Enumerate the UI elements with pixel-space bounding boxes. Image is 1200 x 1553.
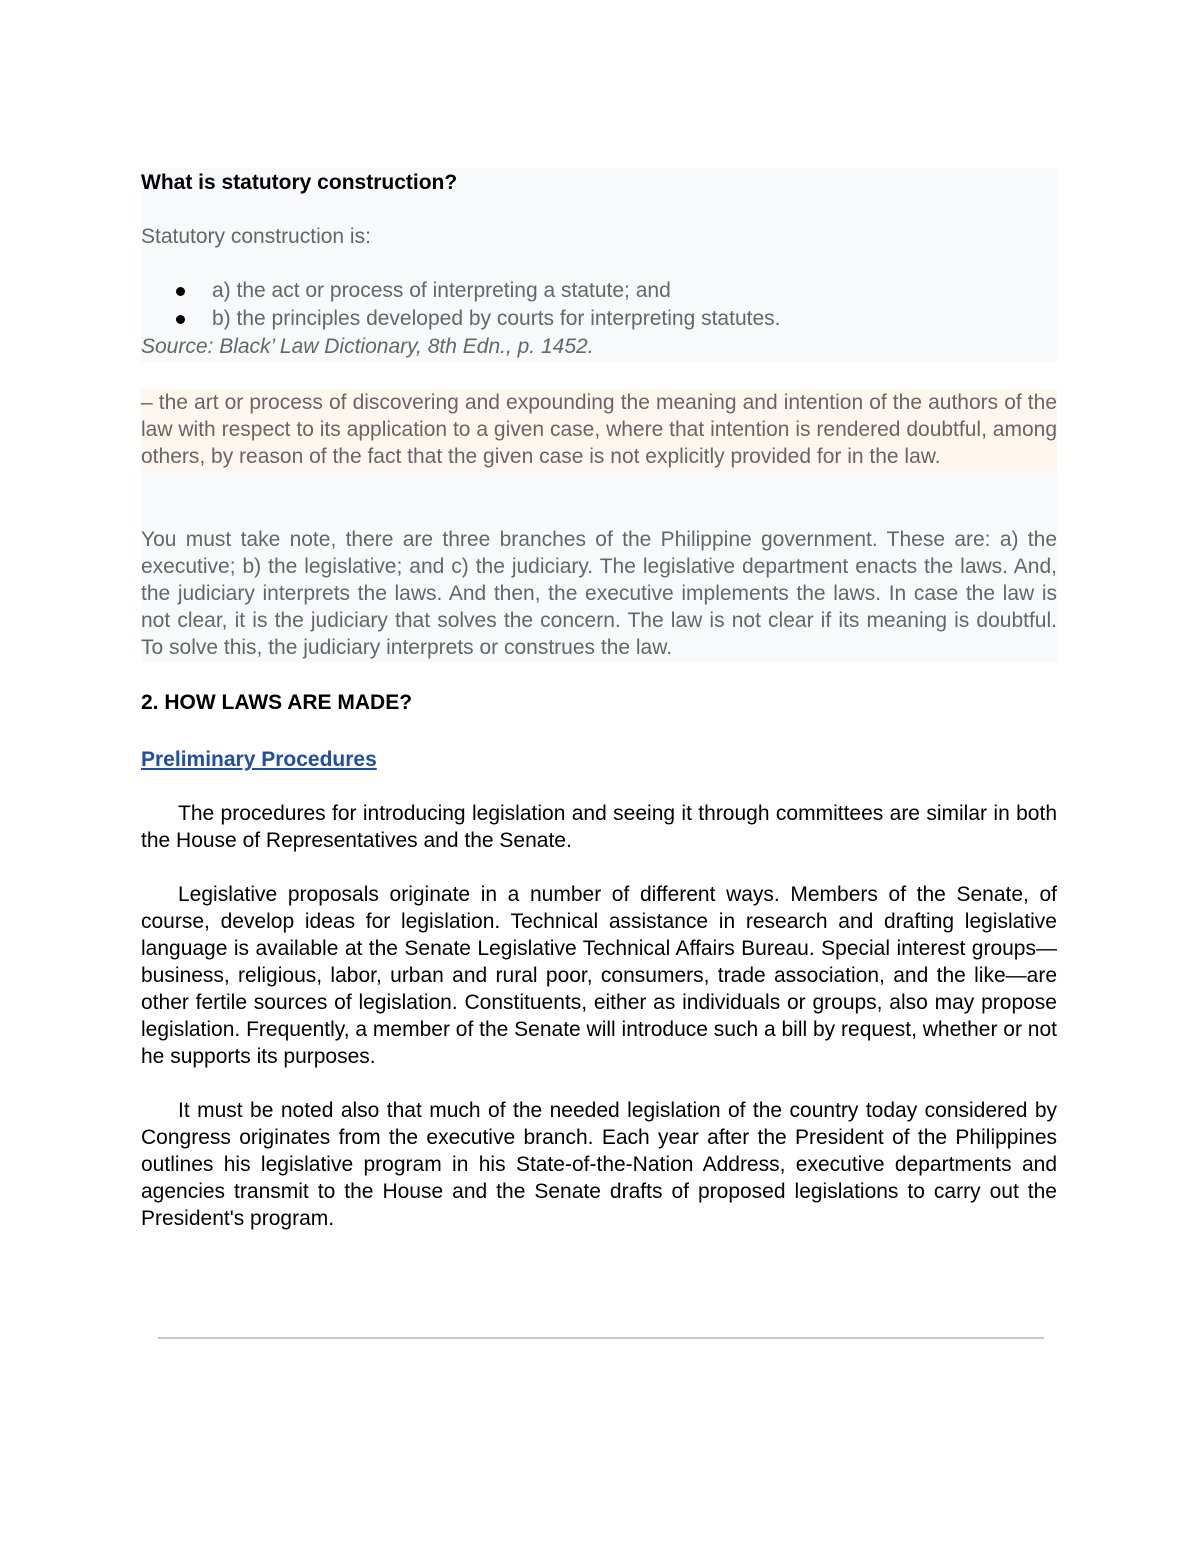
bullet-icon — [176, 287, 185, 296]
list-item — [141, 277, 1057, 305]
preliminary-procedures-link[interactable]: Preliminary Procedures — [141, 748, 377, 771]
definition-list — [141, 277, 1057, 333]
definition-intro: Statutory construction is: — [141, 225, 371, 248]
branches-paragraph: You must take note, there are three branches of the Philippine government. These are: a) the executive; b) the legislative; and c) the judiciary. The legislative department enacts the laws. And, the judiciary interprets the laws. And then, the executive implements the laws. In case the law is not clear, it is the judiciary that solves the concern. The law is not clear if its meaning is doubtful. To solve this, the judiciary interprets or construes the law. — [141, 526, 1057, 662]
definition-block — [141, 196, 1057, 362]
spacer — [141, 472, 1057, 526]
body-paragraph: The procedures for introducing legislation and seeing it through committees are similar in both the House of Representatives and the Senate. — [141, 802, 1057, 852]
body-paragraph: It must be noted also that much of the needed legislation of the country today considered by Congress originates from the executive branch. Each year after the President of the Philippines outlines his legislative program in his State-of-the-Nation Address, executive departments and agencies transmit to the House and the Senate drafts of proposed legislations to carry out the President's program. — [141, 1099, 1057, 1230]
body-paragraph: Legislative proposals originate in a number of different ways. Members of the Senate, of course, develop ideas for legislation. Technical assistance in research and drafting legislative language is available at the Senate Legislative Technical Affairs Bureau. Special interest groups—business, religious, labor, urban and rural poor, consumers, trade association, and the like—are other fertile sources of legislation. Constituents, either as individuals or groups, also may propose legislation. Frequently, a member of the Senate will introduce such a bill by request, whether or not he supports its purposes. — [141, 883, 1057, 1068]
list-item — [141, 305, 1057, 333]
subheading-preliminary-procedures — [141, 746, 1057, 773]
document-body — [141, 168, 1057, 1232]
source-citation: Source: Black’ Law Dictionary, 8th Edn., p. 1452. — [141, 335, 594, 358]
list-item-text: b) the principles developed by courts for interpreting statutes. — [212, 307, 781, 330]
section-heading-how-laws-are-made: 2. HOW LAWS ARE MADE? — [141, 691, 413, 714]
bullet-icon — [176, 315, 185, 324]
horizontal-divider — [158, 1337, 1044, 1339]
definition-paragraph: – the art or process of discovering and expounding the meaning and intention of the authors of the law with respect to its application to a given case, where that intention is rendered doubtful, among others, by reason of the fact that the given case is not explicitly provided for in the law. — [141, 389, 1057, 472]
section-heading-statutory-construction: What is statutory construction? — [141, 168, 1057, 196]
list-item-text: a) the act or process of interpreting a statute; and — [212, 279, 671, 302]
spacer — [141, 362, 1057, 389]
